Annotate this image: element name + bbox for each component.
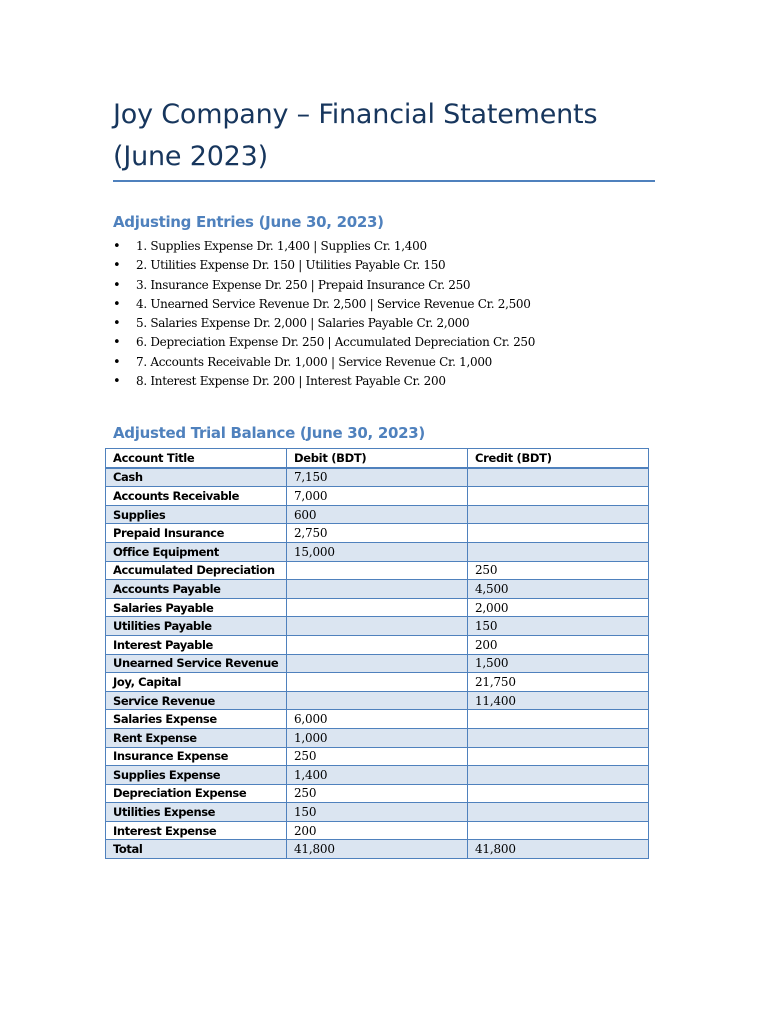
table-row (106, 747, 649, 766)
entry-text: 1. Supplies Expense Dr. 1,400 | Supplies Cr. 1,400 (136, 239, 427, 253)
credit-cell: 4,500 (468, 580, 649, 599)
column-header-account: Account Title (106, 449, 287, 468)
credit-cell (468, 524, 649, 543)
account-cell: Accounts Receivable (106, 487, 287, 506)
table-header-row (106, 449, 649, 468)
account-cell: Salaries Expense (106, 710, 287, 729)
entry-text: 6. Depreciation Expense Dr. 250 | Accumulated Depreciation Cr. 250 (136, 335, 536, 350)
entry-text: 4. Unearned Service Revenue Dr. 2,500 | Service Revenue Cr. 2,500 (136, 296, 531, 311)
account-cell: Supplies (106, 505, 287, 524)
debit-cell: 2,750 (287, 524, 468, 543)
bullet-icon: • (113, 374, 121, 390)
list-item (113, 295, 535, 314)
account-cell: Depreciation Expense (106, 784, 287, 803)
account-cell: Salaries Payable (106, 598, 287, 617)
list-item (113, 353, 535, 372)
credit-cell: 250 (468, 561, 649, 580)
debit-cell (287, 654, 468, 673)
table-row (106, 803, 649, 822)
table-row (106, 821, 649, 840)
list-item (113, 237, 535, 256)
list-item (113, 256, 535, 275)
credit-cell (468, 766, 649, 785)
bullet-icon: • (113, 316, 121, 332)
list-item (113, 314, 535, 333)
table-row (106, 561, 649, 580)
account-cell: Cash (106, 468, 287, 487)
list-item (113, 276, 535, 295)
column-header-credit: Credit (BDT) (468, 449, 649, 468)
debit-cell: 150 (287, 803, 468, 822)
debit-cell (287, 635, 468, 654)
trial-balance-heading: Adjusted Trial Balance (June 30, 2023) (113, 424, 425, 442)
table-row (106, 635, 649, 654)
debit-cell: 6,000 (287, 710, 468, 729)
account-cell: Insurance Expense (106, 747, 287, 766)
credit-cell (468, 728, 649, 747)
debit-cell (287, 673, 468, 692)
credit-cell (468, 803, 649, 822)
table-row (106, 617, 649, 636)
entry-text: 3. Insurance Expense Dr. 250 | Prepaid Insurance Cr. 250 (136, 277, 471, 292)
credit-cell (468, 784, 649, 803)
account-cell: Total (106, 840, 287, 859)
table-row (106, 524, 649, 543)
table-row (106, 784, 649, 803)
bullet-icon: • (113, 239, 121, 254)
debit-cell: 600 (287, 505, 468, 524)
debit-cell: 250 (287, 784, 468, 803)
account-cell: Prepaid Insurance (106, 524, 287, 543)
table-row (106, 542, 649, 561)
trial-balance-table (105, 448, 649, 859)
credit-cell: 200 (468, 635, 649, 654)
bullet-icon: • (113, 296, 121, 312)
debit-cell: 7,000 (287, 487, 468, 506)
entry-text: 5. Salaries Expense Dr. 2,000 | Salaries Payable Cr. 2,000 (136, 316, 470, 331)
credit-cell (468, 505, 649, 524)
bullet-icon: • (113, 258, 121, 274)
debit-cell: 1,000 (287, 728, 468, 747)
credit-cell: 2,000 (468, 598, 649, 617)
table-row (106, 580, 649, 599)
debit-cell (287, 561, 468, 580)
table-row (106, 710, 649, 729)
account-cell: Rent Expense (106, 728, 287, 747)
bullet-icon: • (113, 354, 121, 370)
entry-text: 8. Interest Expense Dr. 200 | Interest Payable Cr. 200 (136, 374, 446, 389)
credit-cell: 1,500 (468, 654, 649, 673)
debit-cell: 200 (287, 821, 468, 840)
credit-cell (468, 710, 649, 729)
debit-cell (287, 598, 468, 617)
debit-cell: 41,800 (287, 840, 468, 859)
adjusting-entries-list (113, 237, 535, 391)
debit-cell (287, 691, 468, 710)
table-row (106, 728, 649, 747)
account-cell: Utilities Payable (106, 617, 287, 636)
account-cell: Supplies Expense (106, 766, 287, 785)
document-title: Joy Company – Financial Statements (June 2023) (113, 99, 598, 172)
list-item (113, 372, 535, 391)
table-row (106, 673, 649, 692)
adjusting-entries-heading: Adjusting Entries (June 30, 2023) (113, 213, 384, 231)
column-header-debit: Debit (BDT) (287, 449, 468, 468)
table-row (106, 487, 649, 506)
credit-cell (468, 542, 649, 561)
debit-cell: 7,150 (287, 468, 468, 487)
account-cell: Joy, Capital (106, 673, 287, 692)
credit-cell (468, 468, 649, 487)
debit-cell (287, 580, 468, 599)
table-row (106, 654, 649, 673)
debit-cell (287, 617, 468, 636)
table-row (106, 505, 649, 524)
credit-cell (468, 821, 649, 840)
list-item (113, 333, 535, 352)
credit-cell: 21,750 (468, 673, 649, 692)
account-cell: Utilities Expense (106, 803, 287, 822)
entry-text: 7. Accounts Receivable Dr. 1,000 | Service Revenue Cr. 1,000 (136, 354, 492, 369)
account-cell: Interest Payable (106, 635, 287, 654)
credit-cell: 41,800 (468, 840, 649, 859)
entry-text: 2. Utilities Expense Dr. 150 | Utilities Payable Cr. 150 (136, 258, 446, 273)
credit-cell (468, 747, 649, 766)
debit-cell: 15,000 (287, 542, 468, 561)
table-row (106, 598, 649, 617)
table-row (106, 766, 649, 785)
debit-cell: 250 (287, 747, 468, 766)
bullet-icon: • (113, 335, 121, 351)
account-cell: Accumulated Depreciation (106, 561, 287, 580)
total-row (106, 840, 649, 859)
account-cell: Office Equipment (106, 542, 287, 561)
table-row (106, 691, 649, 710)
credit-cell: 11,400 (468, 691, 649, 710)
title-underline (113, 180, 655, 182)
bullet-icon: • (113, 277, 121, 293)
table-row (106, 468, 649, 487)
account-cell: Interest Expense (106, 821, 287, 840)
account-cell: Service Revenue (106, 691, 287, 710)
debit-cell: 1,400 (287, 766, 468, 785)
credit-cell (468, 487, 649, 506)
credit-cell: 150 (468, 617, 649, 636)
account-cell: Unearned Service Revenue (106, 654, 287, 673)
account-cell: Accounts Payable (106, 580, 287, 599)
